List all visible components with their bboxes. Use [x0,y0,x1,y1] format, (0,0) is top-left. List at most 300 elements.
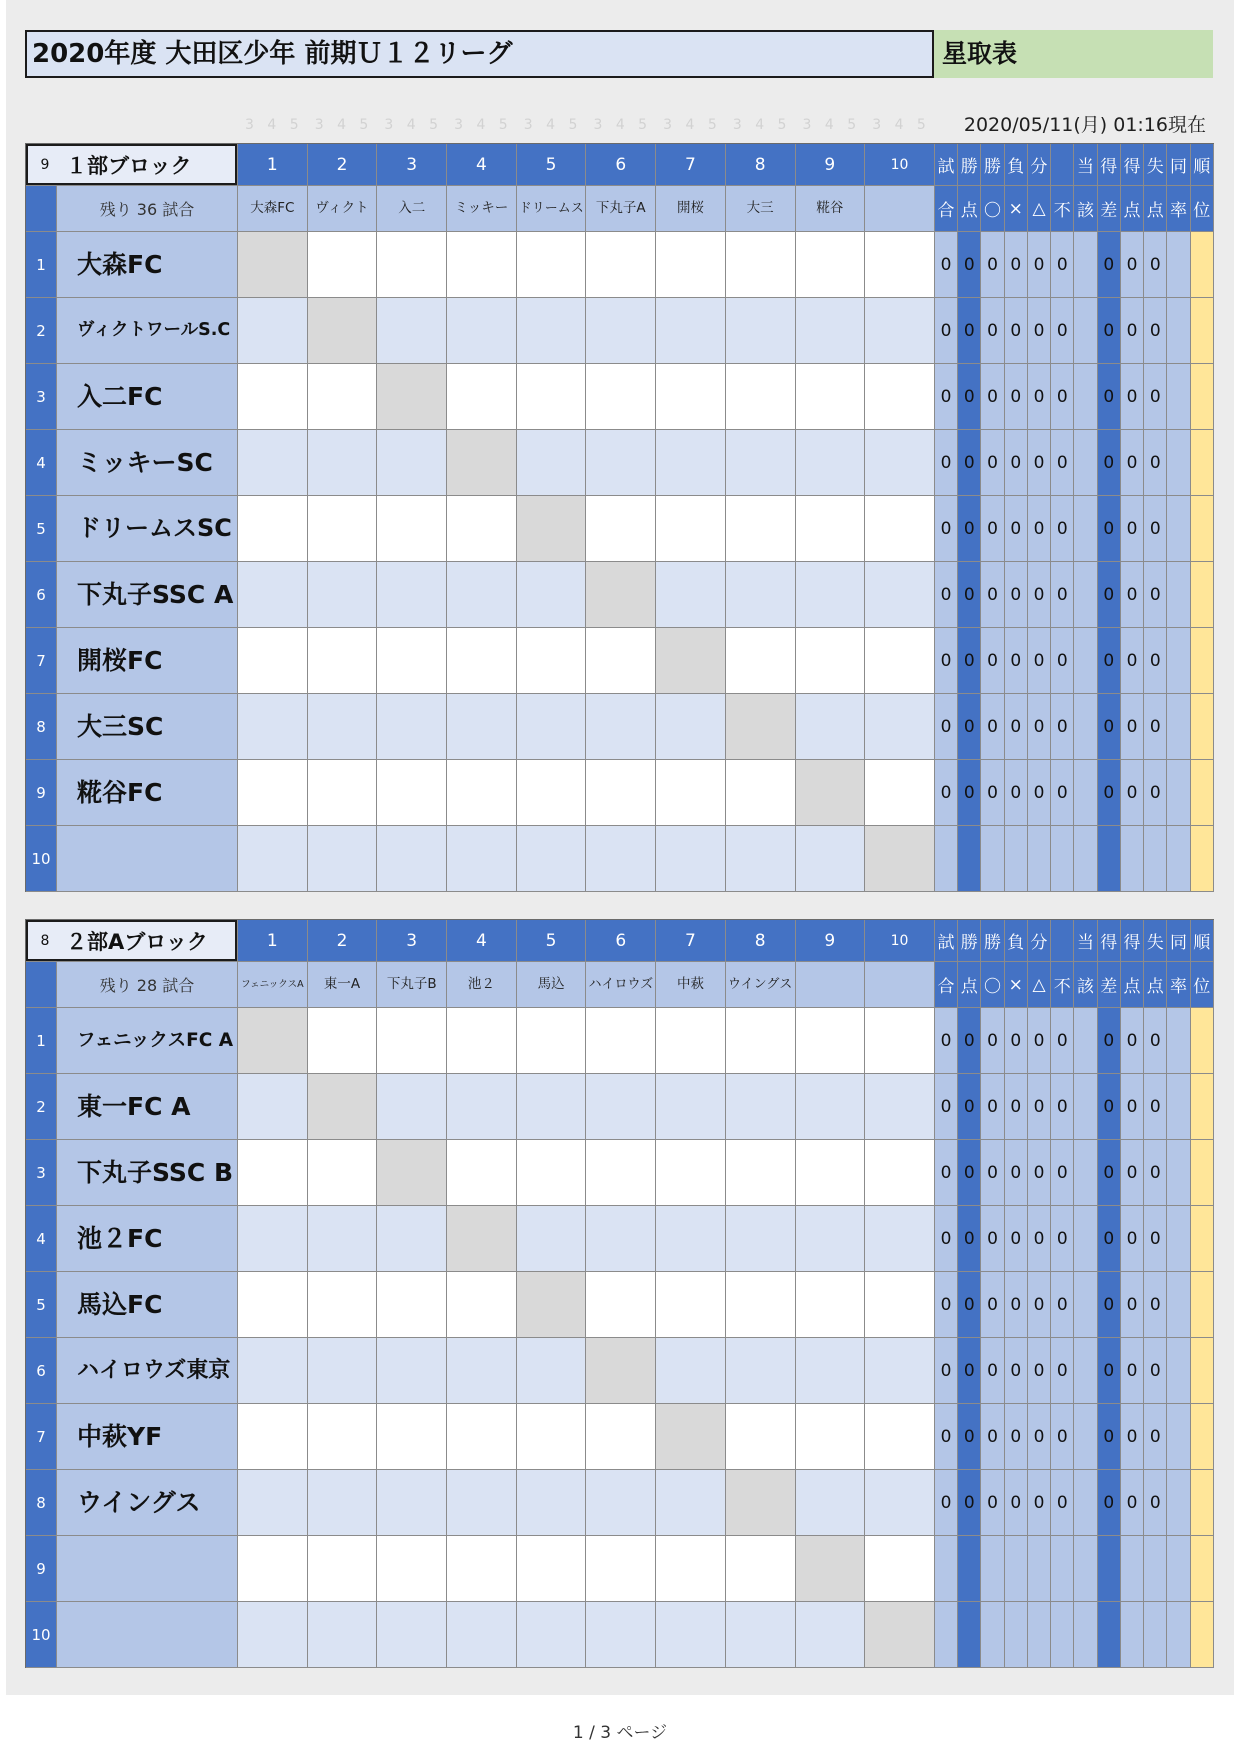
remaining-games: 残り 28 試合 [57,962,238,1008]
column-hint: 3 4 5 [872,117,926,133]
stat-cell: 0 [1028,1272,1051,1338]
stat-header: 点 [958,186,981,232]
stat-cell: 0 [1051,1074,1074,1140]
stat-cell [1074,1272,1097,1338]
match-cell [586,1140,656,1206]
stat-cell: 0 [935,1074,958,1140]
row-number: 9 [26,1536,57,1602]
stat-cell: 0 [935,364,958,430]
stat-cell [1074,694,1097,760]
stat-cell [1167,1074,1190,1140]
stat-cell: 0 [1051,562,1074,628]
stat-header: 得 [1121,920,1144,962]
stat-cell [1191,628,1214,694]
match-cell [726,1074,796,1140]
stat-cell [1098,826,1121,892]
match-cell [726,298,796,364]
stat-cell [1074,826,1097,892]
column-header: 2 [308,144,378,186]
stat-cell [1074,232,1097,298]
match-cell [726,1008,796,1074]
stat-cell: 0 [1121,1074,1144,1140]
match-cell [238,1338,308,1404]
match-cell [377,430,447,496]
stat-cell: 0 [958,760,981,826]
stat-cell [1074,496,1097,562]
match-cell [796,1338,866,1404]
stat-cell: 0 [935,496,958,562]
stat-cell: 0 [1005,1404,1028,1470]
stat-cell: 0 [1028,1140,1051,1206]
match-cell [586,1272,656,1338]
match-cell [238,1536,308,1602]
column-hint: 3 4 5 [732,117,787,133]
stat-cell [1074,760,1097,826]
match-cell [377,232,447,298]
match-cell [726,760,796,826]
stat-cell [1144,826,1167,892]
match-cell [865,1140,935,1206]
stat-cell [1167,1206,1190,1272]
column-header: 4 [447,920,517,962]
stat-cell: 0 [1144,1404,1167,1470]
match-cell [447,760,517,826]
match-cell [517,1404,587,1470]
stat-cell: 0 [981,232,1004,298]
column-hints [237,113,934,137]
stat-header: 点 [1121,186,1144,232]
stat-cell: 0 [1028,1074,1051,1140]
match-cell [796,1404,866,1470]
match-cell [865,694,935,760]
match-cell [308,1338,378,1404]
match-cell [377,1470,447,1536]
match-cell [656,1074,726,1140]
stat-cell [1167,694,1190,760]
match-cell [238,1074,308,1140]
stat-header: 〇 [981,962,1004,1008]
stat-header: 不 [1051,962,1074,1008]
stat-cell [1028,1602,1051,1668]
match-cell [308,694,378,760]
match-cell-self [796,760,866,826]
match-cell [656,760,726,826]
column-header: 7 [656,144,726,186]
stat-cell: 0 [981,1074,1004,1140]
stat-cell [1074,430,1097,496]
match-cell [865,1470,935,1536]
opponent-short-name: 入二 [377,186,447,232]
match-cell [796,1140,866,1206]
block-label [26,920,238,962]
match-cell [865,1206,935,1272]
match-cell [796,364,866,430]
stat-cell: 0 [935,298,958,364]
team-name [57,1602,238,1668]
column-hint: 3 4 5 [454,117,508,133]
stat-cell [1191,1470,1214,1536]
match-cell [238,1272,308,1338]
stat-cell: 0 [958,1272,981,1338]
stat-cell: 0 [981,430,1004,496]
stat-header: 勝 [981,920,1004,962]
row-number: 1 [26,1008,57,1074]
stat-cell [1074,1206,1097,1272]
stat-cell: 0 [1005,1470,1028,1536]
stat-cell: 0 [1144,1470,1167,1536]
stat-header: 分 [1028,920,1051,962]
stat-cell [1167,1272,1190,1338]
stat-cell: 0 [1028,760,1051,826]
stat-header: 試 [935,144,958,186]
column-header: 1 [238,920,308,962]
stat-cell [958,1536,981,1602]
stat-cell: 0 [1098,298,1121,364]
row-number: 10 [26,826,57,892]
opponent-short-name [796,962,866,1008]
match-cell [447,1338,517,1404]
column-hint: 3 4 5 [314,117,369,133]
stat-cell: 0 [1028,562,1051,628]
stat-cell: 0 [1028,1206,1051,1272]
opponent-short-name: 馬込 [517,962,587,1008]
match-cell [447,1008,517,1074]
stat-cell: 0 [1005,430,1028,496]
match-cell-self [726,694,796,760]
match-cell [377,1008,447,1074]
stat-cell: 0 [1051,496,1074,562]
block-index: 8 [40,932,50,949]
stat-cell: 0 [1144,232,1167,298]
match-cell [308,1536,378,1602]
stat-cell: 0 [1005,1206,1028,1272]
match-cell [447,1140,517,1206]
stat-header: 勝 [958,920,981,962]
match-cell-self [656,1404,726,1470]
column-hint: 3 4 5 [245,117,299,133]
stat-cell [1074,1008,1097,1074]
stat-cell [1051,826,1074,892]
match-cell [517,826,587,892]
match-cell [865,232,935,298]
stat-header: 率 [1167,186,1190,232]
stat-cell: 0 [981,694,1004,760]
stat-cell: 0 [1005,628,1028,694]
stat-cell: 0 [1144,1338,1167,1404]
match-cell [726,628,796,694]
stat-cell: 0 [958,1338,981,1404]
column-header: 5 [517,144,587,186]
opponent-short-name: 大森FC [238,186,308,232]
stat-cell: 0 [1051,298,1074,364]
match-cell [238,364,308,430]
match-cell [656,496,726,562]
team-name: ハイロウズ東京 [57,1338,238,1404]
stat-cell: 0 [1144,628,1167,694]
stat-cell: 0 [1121,562,1144,628]
match-cell [447,1602,517,1668]
match-cell-self [517,496,587,562]
stat-cell: 0 [1121,1470,1144,1536]
stat-cell: 0 [1051,628,1074,694]
match-cell [447,298,517,364]
stat-cell: 0 [958,694,981,760]
stat-cell: 0 [958,496,981,562]
match-cell [238,1602,308,1668]
stat-cell: 0 [1144,364,1167,430]
opponent-short-name: 下丸子A [586,186,656,232]
stat-cell: 0 [1005,694,1028,760]
stat-cell: 0 [1051,694,1074,760]
opponent-short-name: ハイロウズ [586,962,656,1008]
match-cell-self [377,1140,447,1206]
stat-cell: 0 [1051,364,1074,430]
stat-cell: 0 [935,430,958,496]
match-cell [447,562,517,628]
match-cell-self [865,826,935,892]
match-cell [308,628,378,694]
stat-cell: 0 [1121,694,1144,760]
team-name: ウイングス [57,1470,238,1536]
stat-cell [1167,1536,1190,1602]
stat-cell: 0 [981,1338,1004,1404]
match-cell [517,1602,587,1668]
stat-cell: 0 [1121,1404,1144,1470]
match-cell-self [447,1206,517,1272]
stat-cell [1191,1404,1214,1470]
stat-cell: 0 [1005,496,1028,562]
match-cell [586,628,656,694]
match-cell [308,430,378,496]
match-cell [865,628,935,694]
stat-cell [1191,1206,1214,1272]
stat-cell [1098,1602,1121,1668]
match-cell [656,562,726,628]
match-cell [656,1008,726,1074]
stat-cell [1167,1140,1190,1206]
column-hint: 3 4 5 [523,117,578,133]
match-cell [517,232,587,298]
match-cell-self [238,1008,308,1074]
match-cell [865,1074,935,1140]
stat-cell [1191,298,1214,364]
stat-cell [1191,1140,1214,1206]
stat-cell: 0 [935,1404,958,1470]
stat-cell: 0 [1028,1404,1051,1470]
stat-cell [1074,364,1097,430]
stat-cell: 0 [935,760,958,826]
stat-cell [1167,1404,1190,1470]
team-name: 大森FC [57,232,238,298]
stat-cell: 0 [1144,562,1167,628]
row-number: 2 [26,1074,57,1140]
match-cell [517,1140,587,1206]
stat-header: 当 [1074,144,1097,186]
stat-cell [1074,298,1097,364]
match-cell [865,1404,935,1470]
stat-header: 勝 [958,144,981,186]
match-cell [517,760,587,826]
match-cell [586,760,656,826]
match-cell [377,1536,447,1602]
stat-cell [1191,694,1214,760]
stat-header: 不 [1051,186,1074,232]
stat-header: 該 [1074,962,1097,1008]
match-cell [238,1404,308,1470]
stat-cell [1074,1470,1097,1536]
match-cell [377,1272,447,1338]
page-title: 2020年度 大田区少年 前期Ｕ１２リーグ [25,30,934,78]
stat-cell [1144,1536,1167,1602]
stat-header: 得 [1121,144,1144,186]
stat-cell [958,826,981,892]
stat-header: 得 [1098,920,1121,962]
stat-cell [1167,562,1190,628]
match-cell [656,1536,726,1602]
stat-cell: 0 [1005,298,1028,364]
stat-cell: 0 [1005,1272,1028,1338]
team-name: 東一FC A [57,1074,238,1140]
stat-cell: 0 [1051,1206,1074,1272]
stat-cell [1191,232,1214,298]
stat-cell: 0 [958,628,981,694]
stat-cell: 0 [1028,694,1051,760]
stat-cell: 0 [1028,298,1051,364]
match-cell [656,1470,726,1536]
match-cell [308,1008,378,1074]
stat-cell: 0 [935,628,958,694]
match-cell [238,760,308,826]
stat-cell: 0 [1028,628,1051,694]
team-name: ミッキーSC [57,430,238,496]
opponent-short-name [865,962,935,1008]
match-cell [796,1206,866,1272]
match-cell [308,1602,378,1668]
column-header: 5 [517,920,587,962]
match-cell [726,1140,796,1206]
match-cell [586,298,656,364]
stat-cell: 0 [1144,1074,1167,1140]
stat-cell: 0 [1121,1140,1144,1206]
stat-cell: 0 [935,1338,958,1404]
stat-cell [1167,430,1190,496]
match-cell-self [517,1272,587,1338]
match-cell [656,430,726,496]
match-cell-self [447,430,517,496]
row-number: 5 [26,496,57,562]
match-cell [656,232,726,298]
stat-cell: 0 [1098,1338,1121,1404]
match-cell [377,826,447,892]
stat-cell: 0 [1028,1338,1051,1404]
stat-cell [1191,496,1214,562]
row-number: 10 [26,1602,57,1668]
match-cell [726,1536,796,1602]
stat-cell [1191,760,1214,826]
stat-cell: 0 [1028,364,1051,430]
stat-cell: 0 [1051,1272,1074,1338]
match-cell [517,298,587,364]
opponent-short-name [865,186,935,232]
match-cell [238,1140,308,1206]
row-number: 3 [26,1140,57,1206]
row-number-header [26,962,57,1008]
match-cell [796,1008,866,1074]
stat-cell: 0 [1005,1074,1028,1140]
match-cell [308,496,378,562]
match-cell [796,430,866,496]
match-cell-self [308,298,378,364]
block-label [26,144,238,186]
stat-cell: 0 [958,1404,981,1470]
stat-header: 点 [1144,186,1167,232]
opponent-short-name: 中萩 [656,962,726,1008]
column-header: 10 [865,920,935,962]
stat-cell: 0 [981,1404,1004,1470]
stat-cell: 0 [981,298,1004,364]
match-cell [517,364,587,430]
stat-header: 得 [1098,144,1121,186]
column-header: 7 [656,920,726,962]
stat-cell [981,826,1004,892]
match-cell [586,1470,656,1536]
stat-cell [1167,1008,1190,1074]
stat-cell: 0 [981,1140,1004,1206]
match-cell [865,1008,935,1074]
team-name [57,1536,238,1602]
stat-cell [935,1536,958,1602]
stat-header: 当 [1074,920,1097,962]
match-cell [447,1074,517,1140]
stat-cell: 0 [1144,298,1167,364]
stat-cell [1191,1074,1214,1140]
match-cell [796,232,866,298]
stat-cell [1005,1536,1028,1602]
stat-header: △ [1028,186,1051,232]
match-cell [726,496,796,562]
column-header: 6 [586,920,656,962]
stat-cell: 0 [1144,694,1167,760]
stat-header: 勝 [981,144,1004,186]
stat-cell [935,826,958,892]
stat-cell: 0 [1028,1470,1051,1536]
stat-cell: 0 [935,1206,958,1272]
match-cell [377,562,447,628]
opponent-short-name: ウイングス [726,962,796,1008]
row-number: 6 [26,562,57,628]
stat-cell: 0 [981,1206,1004,1272]
stat-cell: 0 [1005,232,1028,298]
stat-cell [1167,496,1190,562]
stat-header: 点 [1144,962,1167,1008]
match-cell [586,1074,656,1140]
match-cell [726,826,796,892]
match-cell [377,1338,447,1404]
block-table [25,919,1214,1668]
remaining-games: 残り 36 試合 [57,186,238,232]
stat-cell: 0 [1121,760,1144,826]
match-cell [726,1272,796,1338]
team-name: 下丸子SSC A [57,562,238,628]
match-cell [726,232,796,298]
page-number: 1 / 3 ページ [572,1723,668,1743]
stat-cell: 0 [1051,1338,1074,1404]
column-hint: 3 4 5 [802,117,857,133]
stat-cell [1005,826,1028,892]
stat-header: 差 [1098,186,1121,232]
match-cell [377,628,447,694]
stat-cell: 0 [1098,1206,1121,1272]
